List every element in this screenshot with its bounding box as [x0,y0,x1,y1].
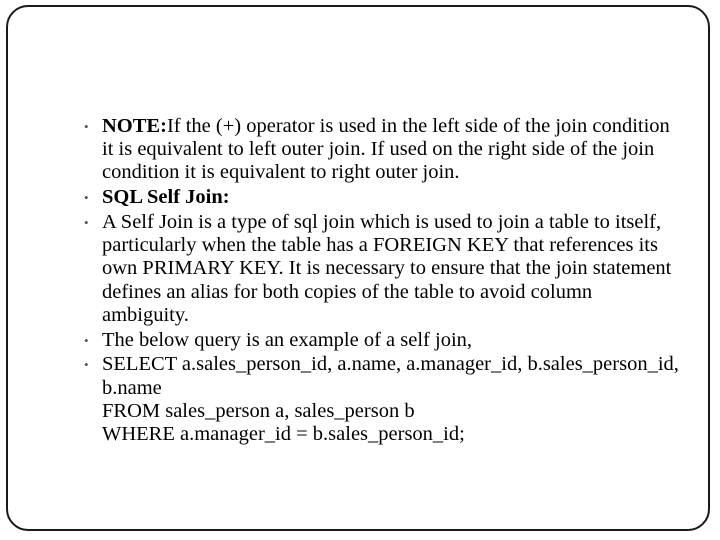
example-intro: The below query is an example of a self join, [102,328,473,351]
sql-query: SELECT a.sales_person_id, a.name, a.manager_id, b.sales_person_id, b.name FROM sales_person a, sales_person b WHERE a.manager_id = b.sales_person_id; [102,353,679,446]
bullet-list [80,115,680,448]
bullet-marker: • [84,119,89,134]
note-label: NOTE: [102,115,167,137]
bullet-self-join-description [80,211,680,327]
bullet-marker: • [84,332,89,348]
bullet-sql-query [80,353,680,446]
bullet-self-join-heading [80,186,680,209]
self-join-description: A Self Join is a type of sql join which is used to join a table to itself, particularly when the table has a FOREIGN KEY that references its own PRIMARY KEY. It is necessary to ensure that the join statement defines an alias for both copies of the table to avoid column ambiguity. [102,211,677,326]
bullet-note [80,115,680,185]
bullet-marker: • [84,215,89,230]
note-text: If the (+) operator is used in the left side of the join condition it is equivalent to left outer join. If used on the right side of the join condition it is equivalent to right outer join. [102,115,675,184]
self-join-heading: SQL Self Join: [102,186,230,209]
bullet-example-intro [80,329,680,352]
bullet-marker: • [84,190,89,206]
bullet-marker: • [84,357,89,373]
